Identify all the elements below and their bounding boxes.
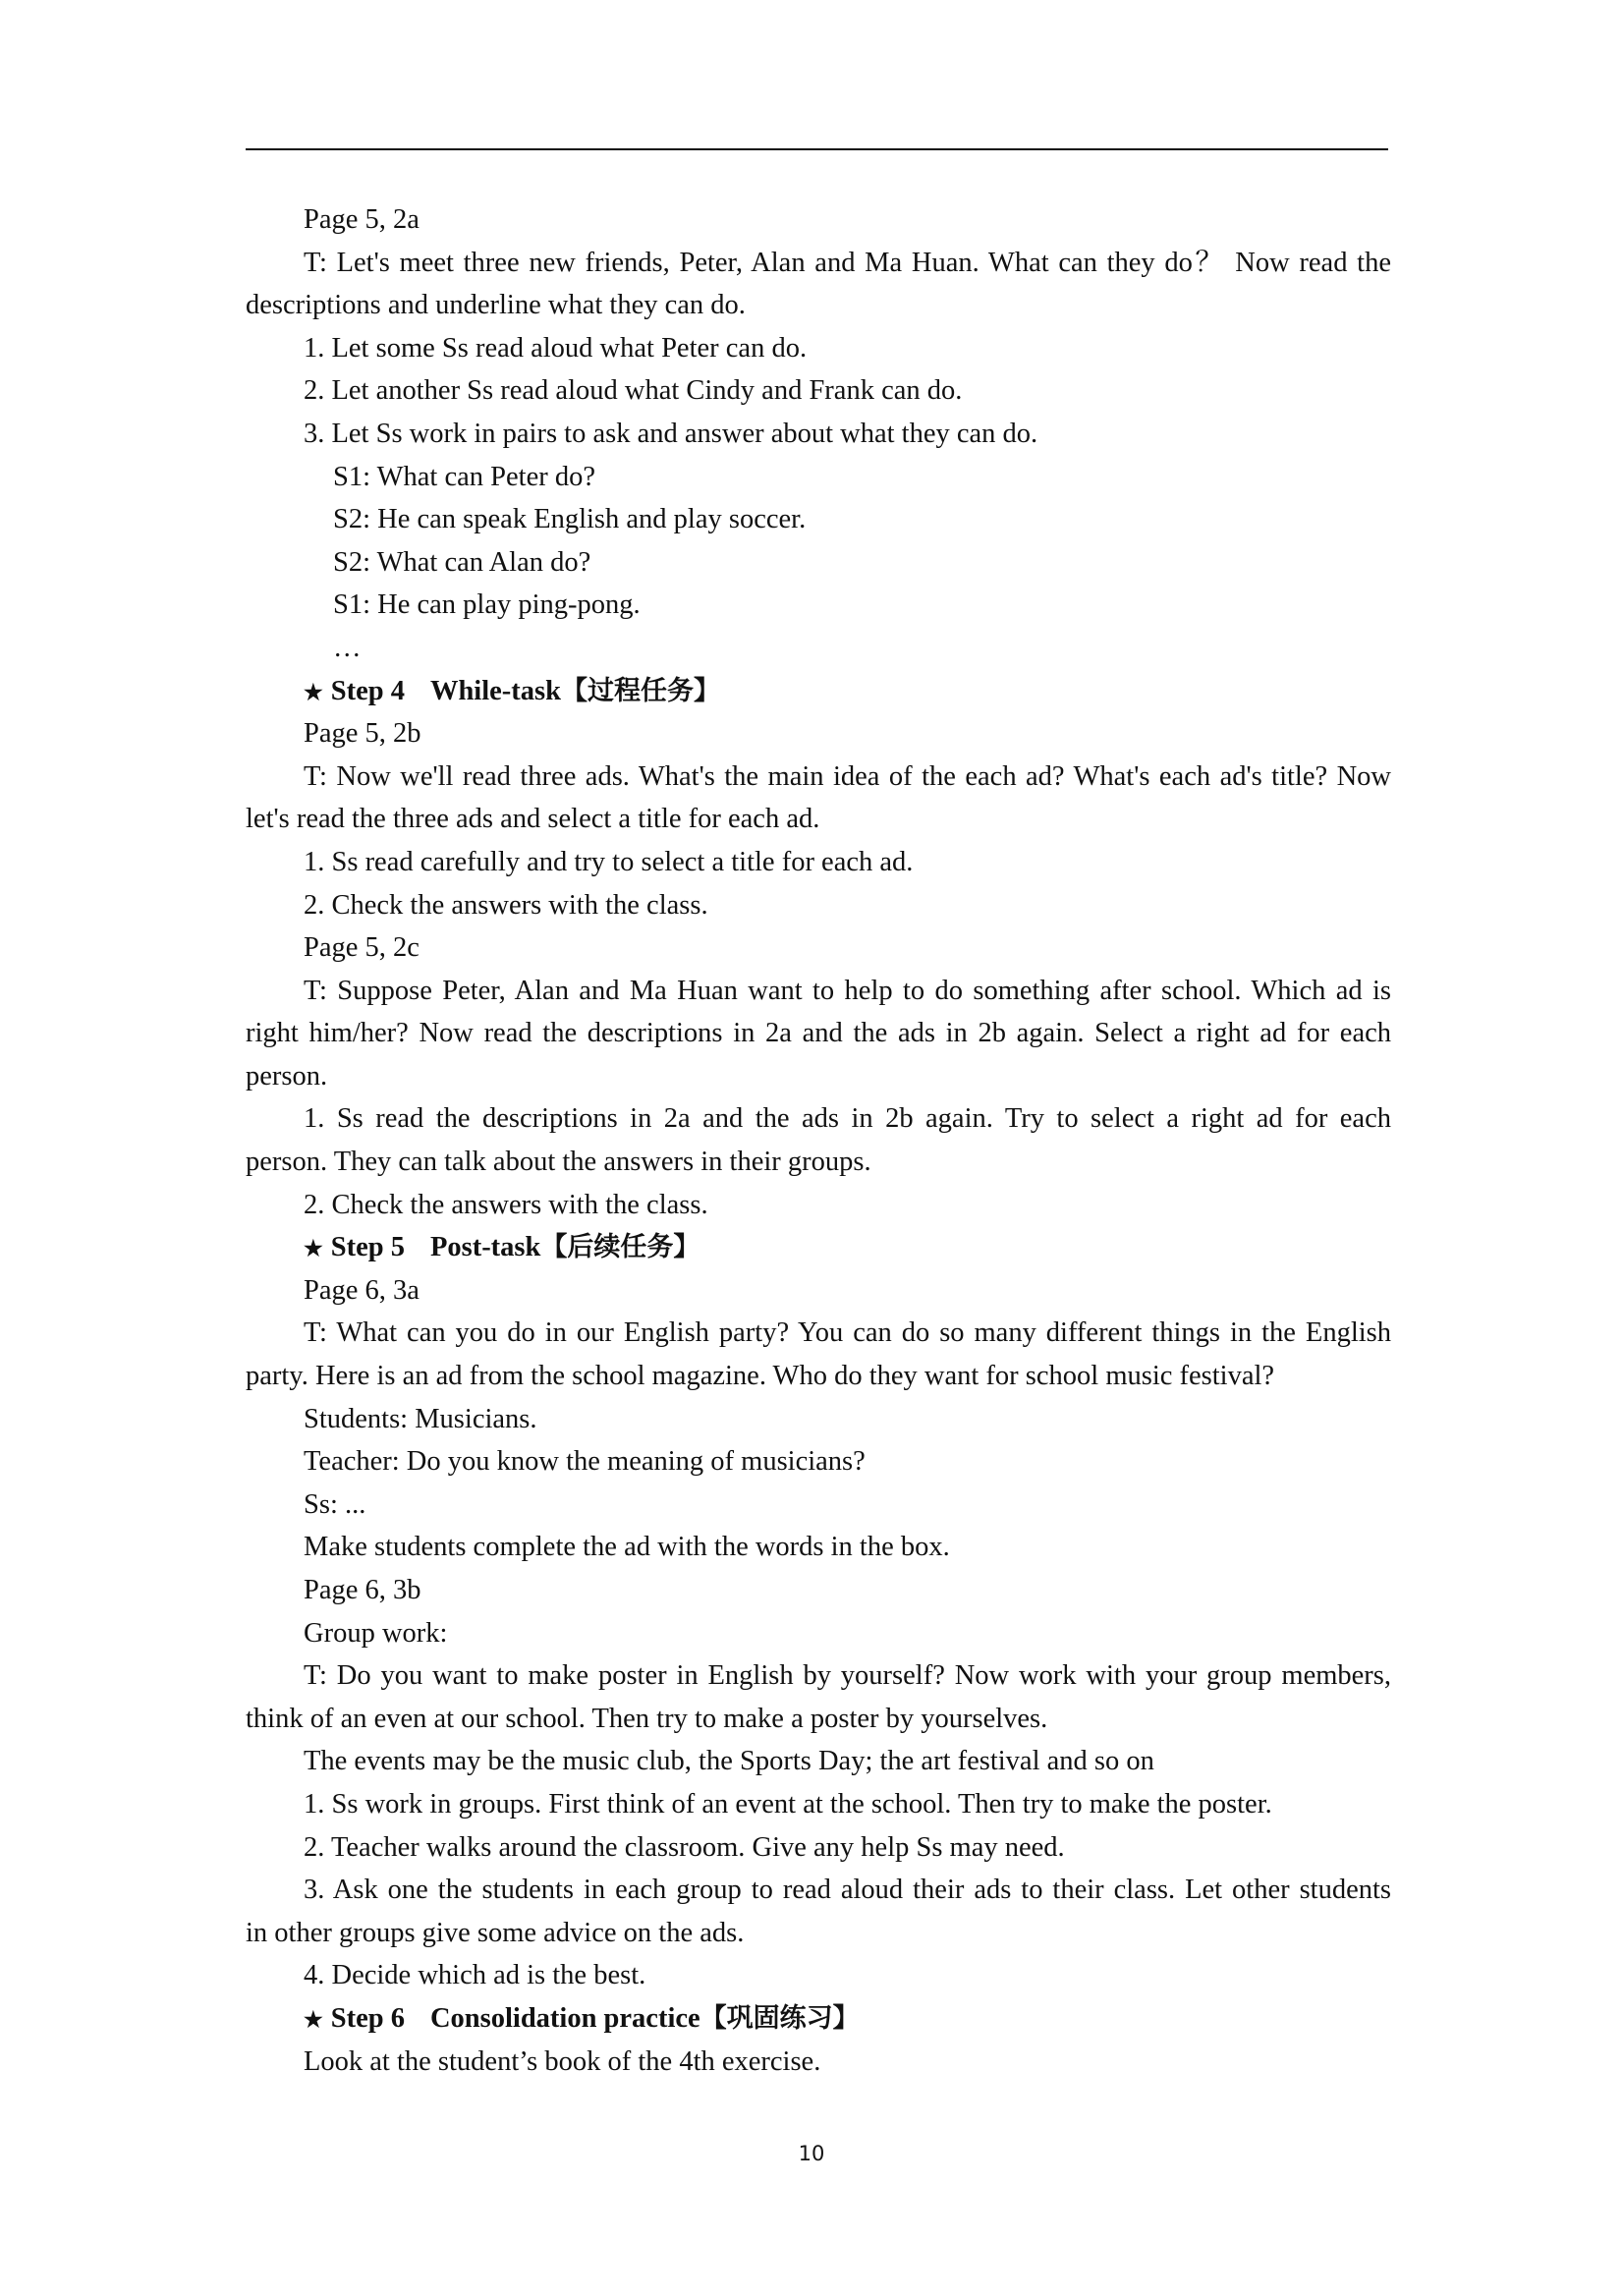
paragraph-line: party. Here is an ad from the school magazine. Who do they want for school music festival? [246,1361,1275,1392]
list-item-continuation: in other groups give some advice on the ads. [246,1917,745,1948]
step-name: Post-task [429,1232,541,1263]
list-item: 2. Check the answers with the class. [304,1189,708,1220]
group-work-label: Group work: [304,1617,448,1649]
paragraph-line: T: Suppose Peter, Alan and Ma Huan want to help to do something after school. Which ad is [304,975,1391,1006]
list-item: 1. Ss work in groups. First think of an event at the school. Then try to make the poster. [304,1788,1272,1820]
list-item: 2. Check the answers with the class. [304,889,708,921]
paragraph-line: The events may be the music club, the Sports Day; the art festival and so on [304,1746,1154,1777]
step-5-heading [246,1226,1391,1269]
page-ref-2b: Page 5, 2b [304,718,421,750]
page-ref-2a: Page 5, 2a [304,204,420,235]
star-icon: ★ [304,2006,323,2032]
paragraph-line: T: Now we'll read three ads. What's the main idea of the each ad? What's each ad's title? Now [304,760,1391,792]
paragraph-line: T: What can you do in our English party? You can do so many different things in the English [304,1317,1391,1349]
star-icon: ★ [304,679,323,704]
list-item: 2. Let another Ss read aloud what Cindy and Frank can do. [304,375,963,407]
page-ref-3b: Page 6, 3b [304,1575,421,1605]
step-name-cn: 【巩固练习】 [700,2002,860,2034]
dialog-line: S2: He can speak English and play soccer. [333,504,807,535]
step-name-cn: 【过程任务】 [560,675,720,706]
step-4-heading [246,670,1391,713]
step-label: Step 4 [330,675,405,706]
page-body [246,198,1391,2083]
dialog-line: Students: Musicians. [304,1403,537,1434]
list-item: 3. Let Ss work in pairs to ask and answer about what they can do. [304,418,1038,449]
list-item: 3. Ask one the students in each group to read aloud their ads to their class. Let other students [304,1875,1391,1906]
step-label: Step 6 [330,2002,405,2034]
dialog-line: Teacher: Do you know the meaning of musicians? [304,1446,866,1478]
star-icon: ★ [304,1236,323,1261]
list-item-continuation: person. They can talk about the answers in their groups. [246,1147,871,1178]
paragraph-line: T: Let's meet three new friends, Peter, Alan and Ma Huan. What can they do？ Now read the [304,247,1391,278]
page-ref-2c: Page 5, 2c [304,932,420,964]
list-item: 4. Decide which ad is the best. [304,1960,646,1991]
list-item: 1. Ss read the descriptions in 2a and the ads in 2b again. Try to select a right ad for each [304,1103,1391,1135]
paragraph-line: let's read the three ads and select a title for each ad. [246,804,820,835]
paragraph-line: T: Do you want to make poster in English by yourself? Now work with your group members, [304,1660,1391,1692]
paragraph-line: descriptions and underline what they can do. [246,290,746,321]
dialog-line: S2: What can Alan do? [333,546,591,578]
step-name: Consolidation practice [429,2002,700,2034]
dialog-line: … [333,632,362,663]
header-rule [246,148,1388,150]
step-6-heading [246,1997,1391,2041]
list-item: 1. Ss read carefully and try to select a title for each ad. [304,846,914,877]
paragraph-line: think of an even at our school. Then try to make a poster by yourselves. [246,1703,1048,1734]
dialog-line: Ss: ... [304,1488,366,1520]
page-number: 10 [798,2142,825,2165]
page-ref-3a: Page 6, 3a [304,1274,420,1306]
step-name-cn: 【后续任务】 [540,1232,700,1263]
dialog-line: S1: He can play ping-pong. [333,589,641,621]
step-label: Step 5 [330,1232,405,1263]
list-item: 2. Teacher walks around the classroom. Give any help Ss may need. [304,1831,1065,1863]
paragraph-line: right him/her? Now read the descriptions in 2a and the ads in 2b again. Select a right ad for each [246,1018,1391,1049]
paragraph-line: person. [246,1060,328,1092]
paragraph-line: Make students complete the ad with the words in the box. [304,1532,950,1563]
step-name: While-task [429,675,561,706]
paragraph-line: Look at the student’s book of the 4th exercise. [304,2045,821,2077]
list-item: 1. Let some Ss read aloud what Peter can do. [304,332,808,364]
dialog-line: S1: What can Peter do? [333,461,595,492]
